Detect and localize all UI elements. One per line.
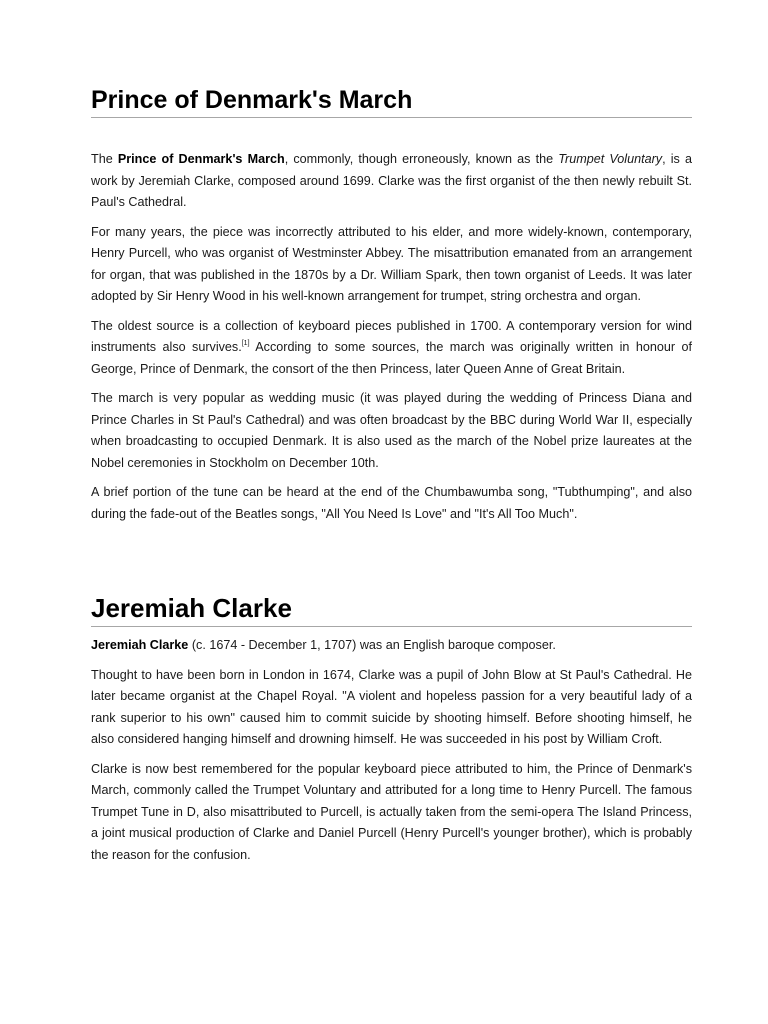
paragraph: The march is very popular as wedding music (it was played during the wedding of Princess Diana and Prince Charles in St Paul's Cathedral) and was often broadcast by the BBC during World War II, especially when broadcasting to occupied Denmark. It is also used as the march of the Nobel prize laureates at the Nobel ceremonies in Stockholm on December 10th. (91, 391, 692, 470)
section-body (91, 635, 692, 866)
section-body (91, 149, 692, 525)
italic-term: Trumpet Voluntary (558, 152, 663, 166)
paragraph-text: The oldest source is a collection of keyboard pieces published in 1700. A contemporary version for wind instruments also survives. (91, 318, 692, 354)
paragraph: Thought to have been born in London in 1674, Clarke was a pupil of John Blow at St Paul's Cathedral. He later became organist at the Chapel Royal. "A violent and hopeless passion for a very beautiful lady of a rank superior to his own" caused him to commit suicide by shooting himself. Before shooting himself, he also considered hanging himself and drowning himself. He was succeeded in his post by William Croft. (91, 667, 692, 746)
paragraph-text: The (91, 152, 118, 166)
paragraph-text: According to some sources, the march was originally written in honour of George, Prince of Denmark, the consort of the then Princess, later Queen Anne of Great Britain. (91, 340, 692, 376)
paragraph: A brief portion of the tune can be heard at the end of the Chumbawumba song, "Tubthumping", and also during the fade-out of the Beatles songs, "All You Need Is Love" and "It's All Too Much". (91, 485, 692, 521)
section-heading: Jeremiah Clarke (91, 592, 692, 627)
paragraph (91, 316, 692, 381)
paragraph: Clarke is now best remembered for the popular keyboard piece attributed to him, the Prince of Denmark's March, commonly called the Trumpet Voluntary and attributed for a long time to Henry Purcell. The famous Trumpet Tune in D, also misattributed to Purcell, is actually taken from the semi-opera The Island Princess, a joint musical production of Clarke and Daniel Purcell (Henry Purcell's younger brother), which is probably the reason for the confusion. (91, 761, 692, 862)
paragraph-text: , commonly, though erroneously, known as the (284, 152, 559, 166)
paragraph-text: (c. 1674 - December 1, 1707) was an English baroque composer. (188, 638, 556, 652)
paragraph (91, 635, 692, 657)
paragraph-text: , is a work by Jeremiah Clarke, composed around 1699. Clarke was the first organist of the then newly rebuilt St. Paul's Cathedral. (91, 152, 692, 209)
article-section-jeremiah-clarke (91, 592, 692, 874)
bold-term: Prince of Denmark's March (117, 152, 285, 166)
section-heading: Prince of Denmark's March (91, 84, 692, 118)
paragraph: For many years, the piece was incorrectly attributed to his elder, and more widely-known, contemporary, Henry Purcell, who was organist of Westminster Abbey. The misattribution emanated from an arrangement for organ, that was published in the 1870s by a Dr. William Spark, then town organist of Leeds. It was later adopted by Sir Henry Wood in his well-known arrangement for trumpet, string orchestra and organ. (91, 224, 692, 303)
citation-reference-link[interactable]: [1] (241, 340, 250, 347)
bold-term: Jeremiah Clarke (91, 638, 189, 652)
paragraph (91, 149, 692, 214)
article-section-prince-of-denmarks-march (91, 84, 692, 533)
